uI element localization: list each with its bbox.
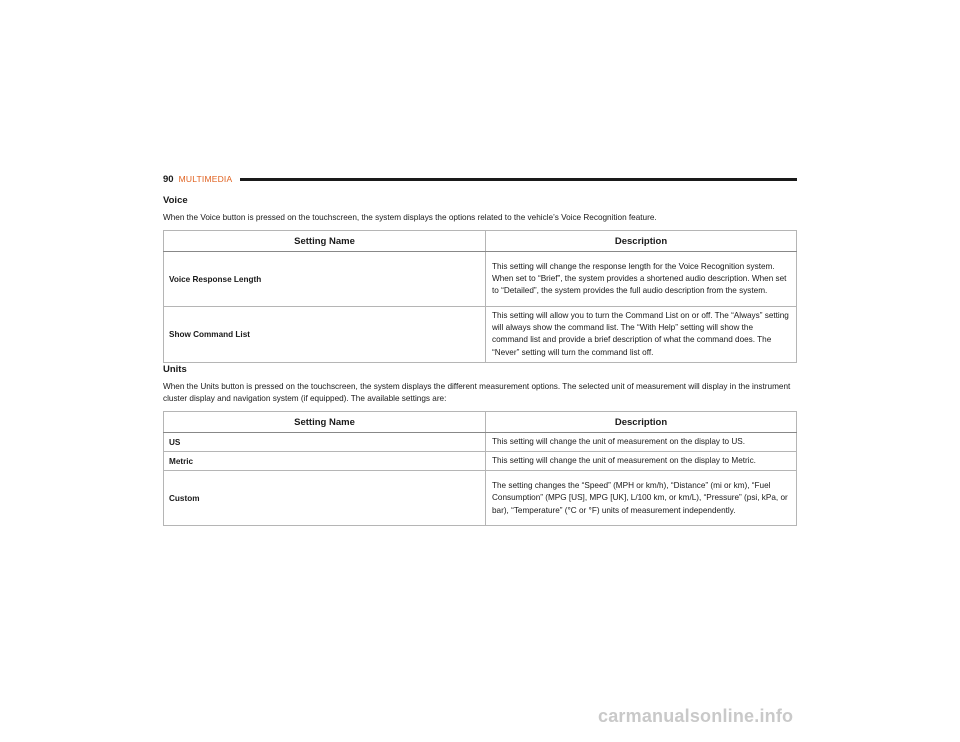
column-header-description: Description xyxy=(486,412,797,433)
watermark: carmanualsonline.info xyxy=(598,706,794,726)
setting-description: This setting will allow you to turn the Command List on or off. The “Always” setting will always show the command list. The “With Help” setting will show the command list and provide a brief description of what the command does. The “Never” setting will turn the command list off. xyxy=(486,307,797,363)
setting-name: Show Command List xyxy=(164,307,486,363)
column-header-setting-name: Setting Name xyxy=(164,231,486,252)
table-row xyxy=(164,433,797,452)
table-header-row xyxy=(164,231,797,252)
page-header xyxy=(163,172,797,186)
voice-settings-table xyxy=(163,230,797,363)
table-row xyxy=(164,471,797,526)
setting-description: This setting will change the response length for the Voice Recognition system. When set to “Brief”, the system provides a shortened audio description. When set to “Detailed”, the system provides the full audio description from the system. xyxy=(486,252,797,307)
voice-intro: When the Voice button is pressed on the touchscreen, the system displays the options related to the vehicle’s Voice Recognition feature. xyxy=(163,213,657,222)
column-header-setting-name: Setting Name xyxy=(164,412,486,433)
table-row xyxy=(164,307,797,363)
header-rule xyxy=(240,178,797,181)
column-header-description: Description xyxy=(486,231,797,252)
page-number: 90 xyxy=(163,173,174,185)
setting-name: US xyxy=(164,433,486,452)
setting-description: This setting will change the unit of measurement on the display to Metric. xyxy=(486,452,797,471)
units-settings-table xyxy=(163,411,797,526)
units-title: Units xyxy=(163,364,187,375)
section-name: MULTIMEDIA xyxy=(178,174,233,184)
units-intro: When the Units button is pressed on the touchscreen, the system displays the different measurement options. The selected unit of measurement will display in the instrument cluster display and navigation system (if equipped). The available settings are: xyxy=(163,382,791,403)
voice-title: Voice xyxy=(163,195,188,206)
table-row xyxy=(164,252,797,307)
setting-name: Metric xyxy=(164,452,486,471)
setting-name: Voice Response Length xyxy=(164,252,486,307)
setting-name: Custom xyxy=(164,471,486,526)
units-section xyxy=(163,364,797,526)
voice-section xyxy=(163,195,797,363)
setting-description: This setting will change the unit of measurement on the display to US. xyxy=(486,433,797,452)
table-row xyxy=(164,452,797,471)
setting-description: The setting changes the “Speed” (MPH or km/h), “Distance” (mi or km), “Fuel Consumption” (MPG [US], MPG [UK], L/100 km, or km/L), “Pressure” (psi, kPa, or bar), “Temperature” (°C or °F) units of measurement independently. xyxy=(486,471,797,526)
table-header-row xyxy=(164,412,797,433)
